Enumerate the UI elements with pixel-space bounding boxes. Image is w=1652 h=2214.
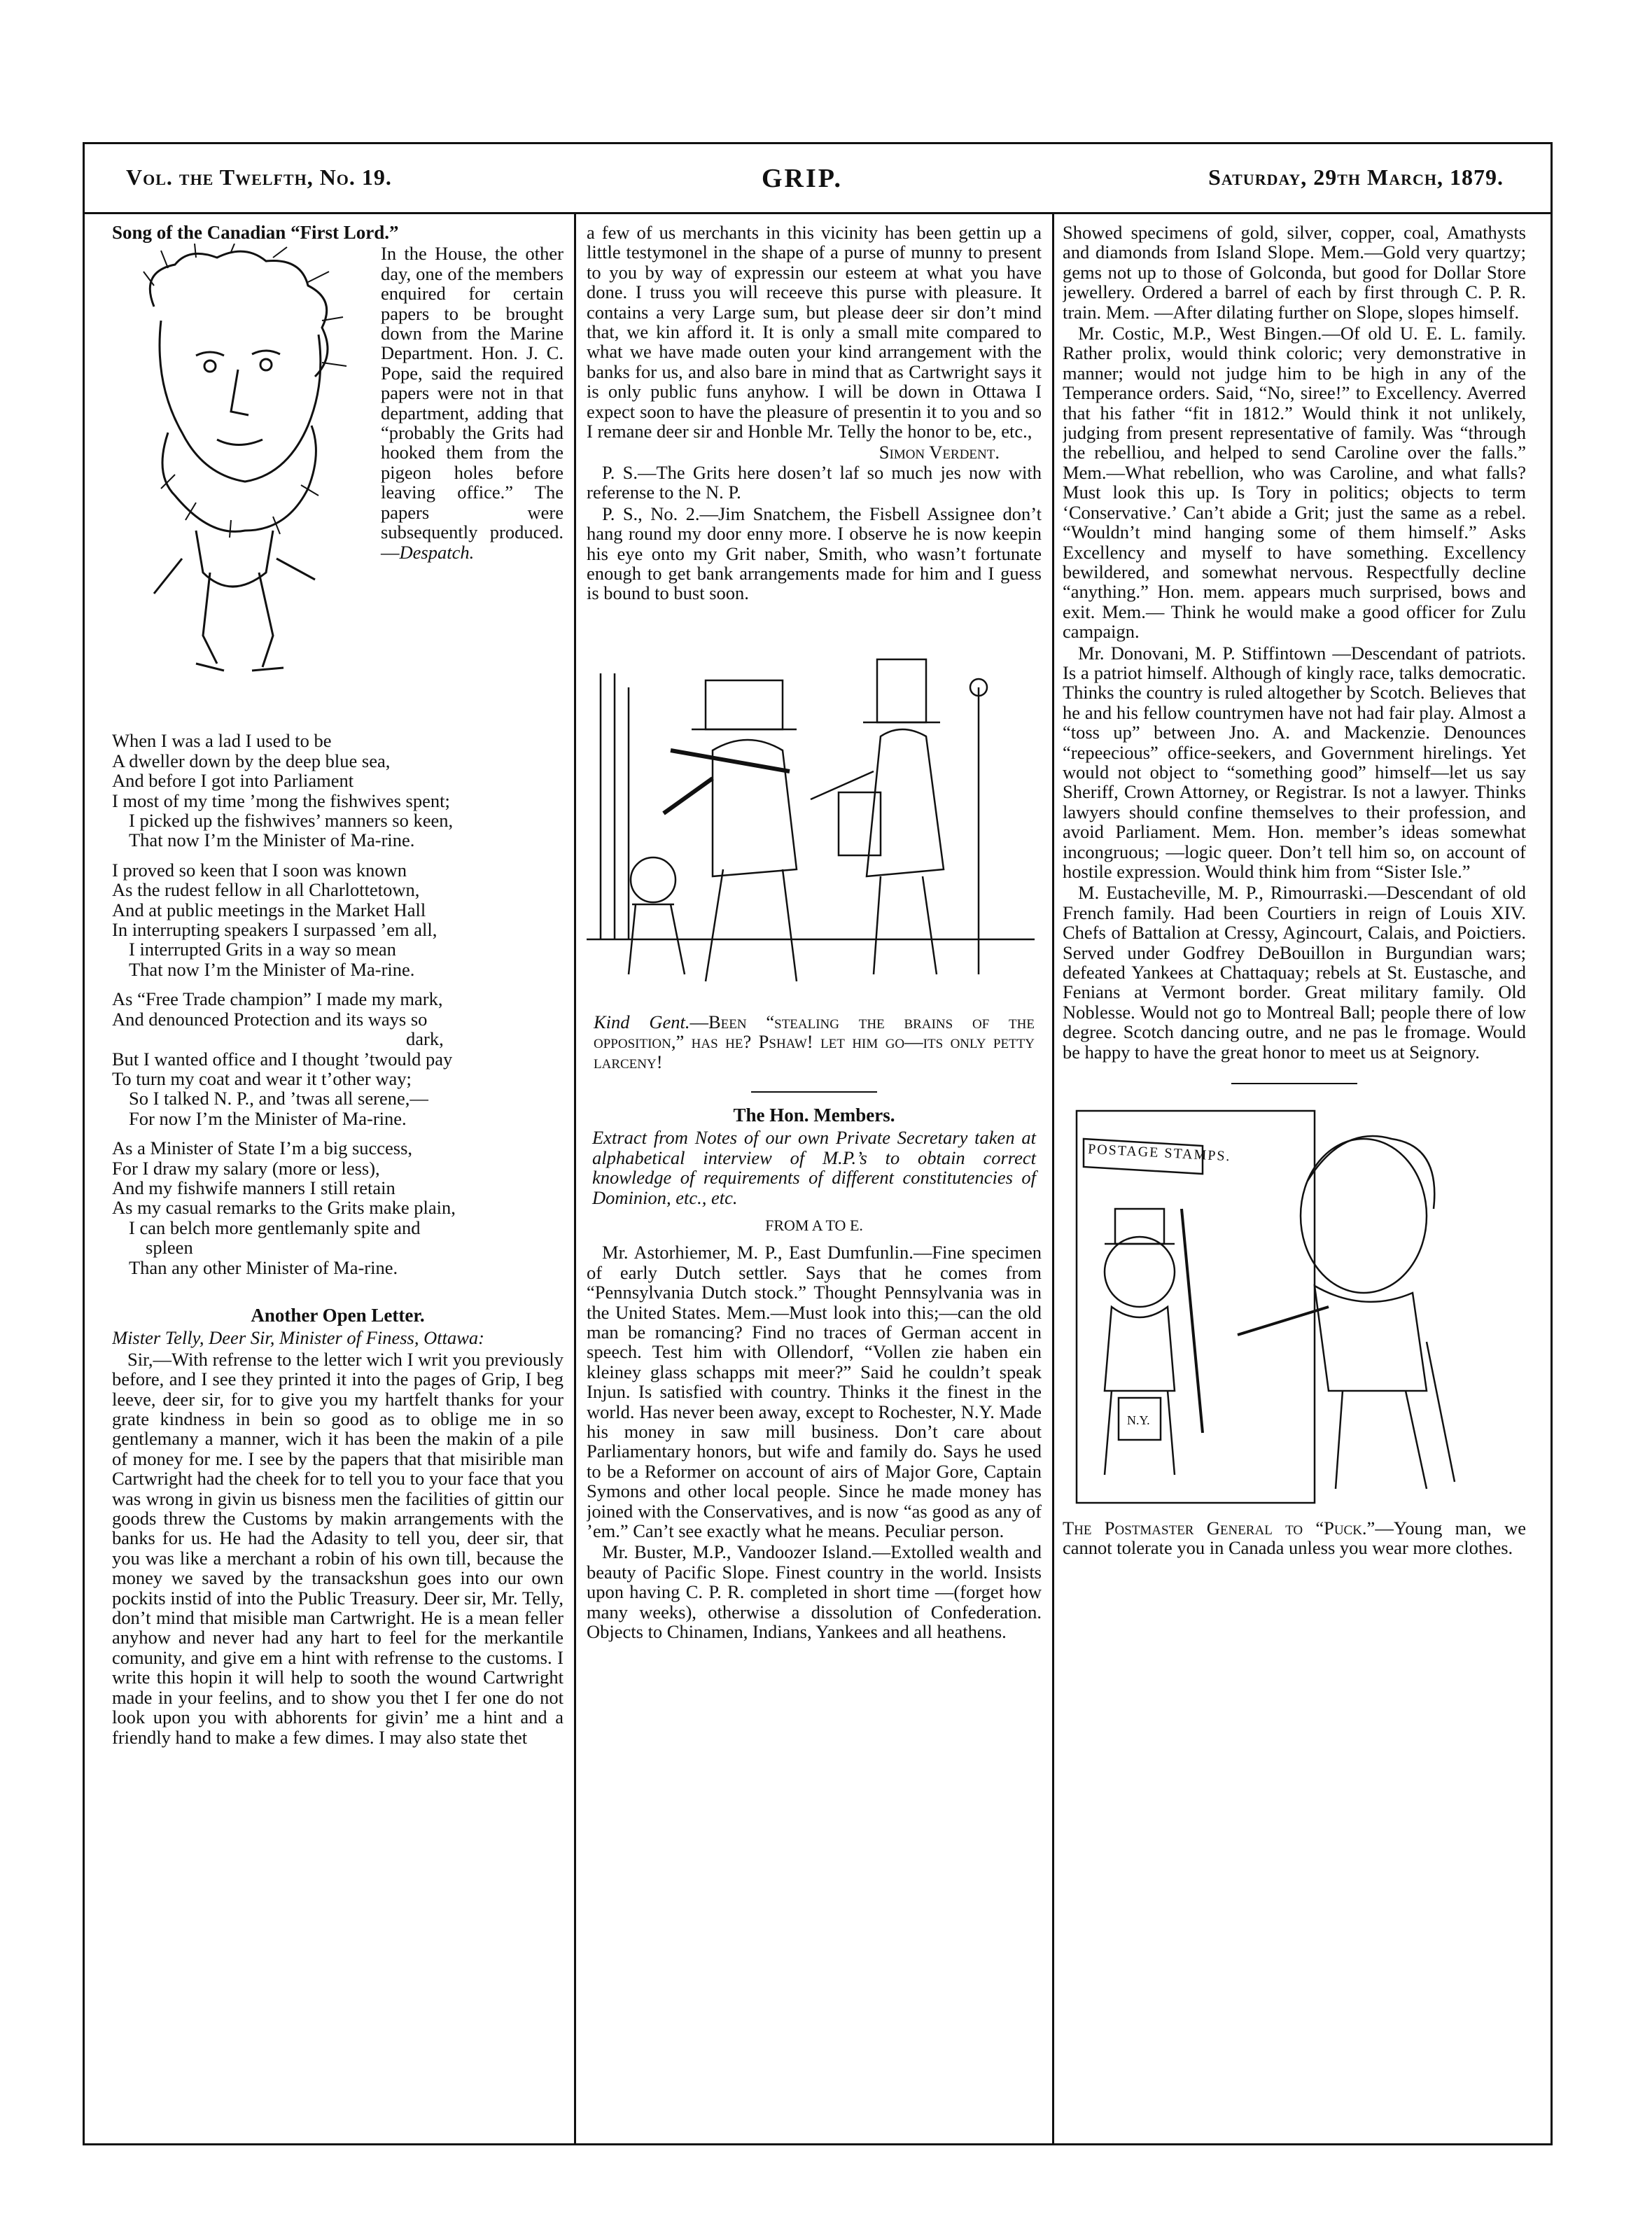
song-intro: In the House, the other day, one of the members enquired for certain papers to be brought down from the Marine Department. Hon. J. C. Pope, said the required papers were not in that department, adding that “probably the Grits had hooked them from the pigeon holes before leaving office.” The papers were subsequently produced.— — [381, 243, 564, 563]
column-3 — [1063, 223, 1526, 2127]
letter-continuation: a few of us merchants in this vicinity has been gettin up a little testymonel in the shape of a purse of munny to present to you by way of expressin our esteem at what you have done. I truss you will receeve this purse with pleasure. It contains a very Large sum, but please deer sir don’t mind that, we kin afford it. It is only a small mite compared to what we have made outen your kind arrangement with the banks for us, and also bare in mind that as Cartwright says it is only public funs anyhow. I will be down in Ottawa I expect soon to have the pleasure of presentin it to you and so I remane deer sir and Honble Mr. Telly the honor to be, etc., — [587, 223, 1042, 442]
verse-line: And before I got into Parliament — [112, 770, 354, 792]
members-range: FROM A TO E. — [765, 1216, 863, 1234]
verse-line: I proved so keen that I soon was known — [112, 859, 407, 881]
member-buster: Mr. Buster, M.P., Vandoozer Island.—Extolled wealth and beauty of Pacific Slope. Finest country in the world. Insists upon having C. P. R. completed in short time —(forget how many weeks), otherwise a dissolution of Confederation. Objects to Chinamen, Indians, Yankees and all heathens. — [587, 1541, 1042, 1643]
verse-stanza — [112, 860, 564, 979]
member-costic: Mr. Costic, M.P., West Bingen.—Of old U. E. L. family. Rather prolix, would think coloric; very demonstrative in manner; would not judge him to be high in any of the Temperance orders. Said, “No, siree!” to Excellency. Averred that his father “fit in 1812.” Would think it not unlikely, judging from present representative of family. Was “through the rebelliou, and helped to send Caroline over the falls.” Mem.—What rebellion, who was Caroline, and what falls? Must look this up. Is Tory in politics; objects to term ‘Conservative.’ Can’t abide a Grit; just the same as a rebel. “Wouldn’t mind hanging some of them himself.” Asks Excellency and myself to have something. Excellency bewildered, and somewhat nervous. Respectfully decline “anything.” Hon. mem. appears much surprised, bows and exit. Mem.— Think he would make a good officer for Zulu campaign. — [1063, 323, 1526, 643]
verse-line: To turn my coat and wear it t’other way; — [112, 1067, 412, 1089]
verse-line: In interrupting speakers I surpassed ’em all, — [112, 919, 438, 941]
verse-stanza — [112, 1138, 564, 1277]
cartoon-caption: —Been “stealing the brains of the opposition,” has he? Pshaw! let him go—its only petty larceny! — [594, 1011, 1035, 1072]
verse-line: And denounced Protection and its ways so — [112, 1008, 428, 1030]
postmaster-cartoon-illustration — [1063, 1097, 1518, 1510]
verse-line: When I was a lad I used to be — [112, 730, 332, 752]
column-rule-2 — [1052, 214, 1054, 2145]
column-rule-1 — [574, 214, 576, 2145]
member-donovani: Mr. Donovani, M. P. Stiffintown —Descendant of patriots. Is a patriot himself. Although of kingly race, talks democratic. Thinks the country is ruled altogether by Scotch. Believes that he and his fellow countrymen have not had fair play. Almost a “toss up” between Jno. A. and Mackenzie. Denounces “repeecious” office-seekers, and Government hirelings. Yet would not object to “something good” himself—let us say Sheriff, Crown Attorney, or Registrar. Is not a lawyer. Thinks lawyers should confine themselves to their profession, and avoid Parliament. Mem. Hon. member’s ideas somewhat incongruous; —logic queer. Don’t tell him so, on account of hostile expression. Would think him from “Sister Isle.” — [1063, 642, 1526, 882]
verse-line: A dweller down by the deep blue sea, — [112, 750, 391, 771]
verse-line: I most of my time ’mong the fishwives spent; — [112, 790, 450, 811]
verse-line: As the rudest fellow in all Charlottetown, — [112, 879, 420, 901]
column-1 — [112, 223, 564, 2127]
section-divider — [1231, 1083, 1357, 1084]
verse-line: I picked up the fishwives’ manners so keen, — [129, 810, 454, 832]
section-divider — [751, 1091, 877, 1093]
verse-line: That now I’m the Minister of Ma-rine. — [129, 958, 415, 980]
letter-signature: Simon Verdent. — [878, 442, 1000, 463]
verse-line: And at public meetings in the Market Hall — [112, 899, 426, 920]
volume-number: Vol. the Twelfth, No. 19. — [126, 164, 392, 190]
verse-line: For now I’m the Minister of Ma-rine. — [129, 1107, 407, 1129]
cartoon-scene-icon — [587, 645, 1035, 1002]
letter-heading: Another Open Letter. — [251, 1304, 425, 1326]
member-eustacheville: M. Eustacheville, M. P., Rimourraski.—Descendant of old French family. Had been Courtiers in reign of Louis XIV. Chefs of Battalion at Cressy, Agincourt, Calais, and Poictiers. Served under Godfrey DeBouillon in Burgundian wars; defeated Yankees at Chattaquay; rebels at St. Eustasche, and Fenians at Vermont border. Great military family. Old Noblesse. Would not go to Montreal Ball; people there of low degree. Scotch dancing outre, and ne pas le fromage. Would be happy to have the great honor to meet us at Seignory. — [1063, 882, 1526, 1063]
verse-stanza — [112, 731, 564, 850]
member-astorhiemer: Mr. Astorhiemer, M. P., East Dumfunlin.—Fine specimen of early Dutch settler. Says that he comes from “Pennsylvania Dutch stock.” Thought Pennsylvania was in the United States. Mem.—Must look into this;—can the old man be romancing? Find no traces of German accent in speech. Test him with Ollendorf, “Vollen zie haben ein kleiney glass schapps mit meer?” Said he couldn’t speak Injun. Is satisfied with country. Thinks it the finest in the world. Has never been away, except to Rochester, N.Y. Made his money in saw mill business. Don’t care about Parliamentary honors, but wife and family do. Says he used to be a Reformer on account of airs of Major Gore, Captain Symons and other local people. Since he made money has joined with the Conservatives, and is now “as good as any of ’em.” Can’t see exactly what he means. Peculiar person. — [587, 1242, 1042, 1542]
issue-date: Saturday, 29th March, 1879. — [1208, 164, 1504, 190]
verse-line: As my casual remarks to the Grits make plain, — [112, 1197, 456, 1219]
verse-stanza — [112, 989, 564, 1128]
verse-line: As a Minister of State I’m a big success, — [112, 1137, 413, 1159]
postmaster-caption: —Young man, we cannot tolerate you in Canada unless you wear more clothes. — [1063, 1518, 1526, 1559]
portrait-pope-illustration — [112, 244, 372, 727]
verse-line: But I wanted office and I thought ’twould pay — [112, 1048, 453, 1070]
song-title: Song of the Canadian “First Lord.” — [112, 223, 399, 243]
caricature-icon — [112, 244, 372, 727]
column-2 — [587, 223, 1042, 2127]
letter-body: Sir,—With refrense to the letter wich I writ you previously before, and I see they printed it into the pages of Grip, I beg leeve, deer sir, for to give you my hartfelt thanks for your grate kindness in bein so good as to oblige me in so gentlemany a manner, wich it has been the makin of a pile of money for me. I see by the papers that that misirible man Cartwright had the cheek for to tell you to your face that you was wrong in givin us bisness men the facilities of gittin our goods threw the Customs by makin arrangements with the banks for us. He had the Adasity to tell you, deer sir, that you was like a merchant a robin of his own till, because the money we saved by the transackshun goes into our own pockits instid of into the Public Treasury. Deer sir, Mr. Telly, don’t mind that misible man Cartwright. He is a mean feller anyhow and never had any hart to feel for the merkantile comunity, and give em a hint with refrense to the customs. I write this hopin it will help to sooth the wound Cartwright made in your feelins, and to show you thet I fer one do not look upon you with abhorents for givin’ me a hint and a friendly hand to make a few dimes. I may also state thet — [112, 1348, 564, 1748]
mailbag-label: N.Y. — [1127, 1413, 1150, 1428]
verse-line: dark, — [406, 1028, 444, 1050]
police-cartoon-illustration — [587, 645, 1035, 1002]
verse-line: Than any other Minister of Ma-rine. — [129, 1256, 398, 1278]
letter-salutation: Mister Telly, Deer Sir, Minister of Finess, Ottawa: — [112, 1327, 484, 1349]
verse-line: I can belch more gentlemanly spite and — [129, 1217, 421, 1238]
masthead-title: GRIP. — [762, 164, 844, 193]
members-intro: Extract from Notes of our own Private Secretary taken at alphabetical interview of M.P.’s to obtain correct knowledge of requirements of different constitutencies of Dominion, etc., etc. — [592, 1127, 1036, 1208]
members-heading: The Hon. Members. — [733, 1104, 895, 1126]
verse-line: For I draw my salary (more or less), — [112, 1157, 380, 1179]
postmaster-caption-lead: The Postmaster General to “Puck.” — [1063, 1518, 1376, 1539]
postage-stamps-sign: POSTAGE STAMPS. — [1087, 1141, 1232, 1165]
postscript-2: P. S., No. 2.—Jim Snatchem, the Fisbell Assignee don’t hang round my door enny more. I observe he is now keepin his eye onto my Grit naber, Smith, who wasn’t fortunate enough to get bank arrangements made for him and I guess is bound to bust soon. — [587, 503, 1042, 604]
song-intro-source: Despatch. — [399, 541, 475, 563]
postscript-1: P. S.—The Grits here dosen’t laf so much jes now with referense to the N. P. — [587, 461, 1042, 503]
verse-line: As “Free Trade champion” I made my mark, — [112, 988, 443, 1010]
song-verses — [112, 731, 564, 1277]
cartoon-caption-lead: Kind Gent. — [594, 1011, 690, 1032]
member-buster-continued: Showed specimens of gold, silver, copper, coal, Amathysts and diamonds from Island Slope. Mem.—Gold very quartzy; gems not up to those of Golconda, but good for Dollar Store jewellery. Ordered a barrel of each by first through C. P. R. train. Mem. —After dilating further on Slope, slopes himself. — [1063, 223, 1526, 323]
verse-line: spleen — [146, 1237, 193, 1259]
verse-line: I interrupted Grits in a way so mean — [129, 939, 396, 960]
verse-line: And my fishwife manners I still retain — [112, 1177, 396, 1198]
verse-line: So I talked N. P., and ’twas all serene,— — [129, 1088, 428, 1109]
masthead-bar — [83, 142, 1553, 214]
verse-line: That now I’m the Minister of Ma-rine. — [129, 829, 415, 851]
